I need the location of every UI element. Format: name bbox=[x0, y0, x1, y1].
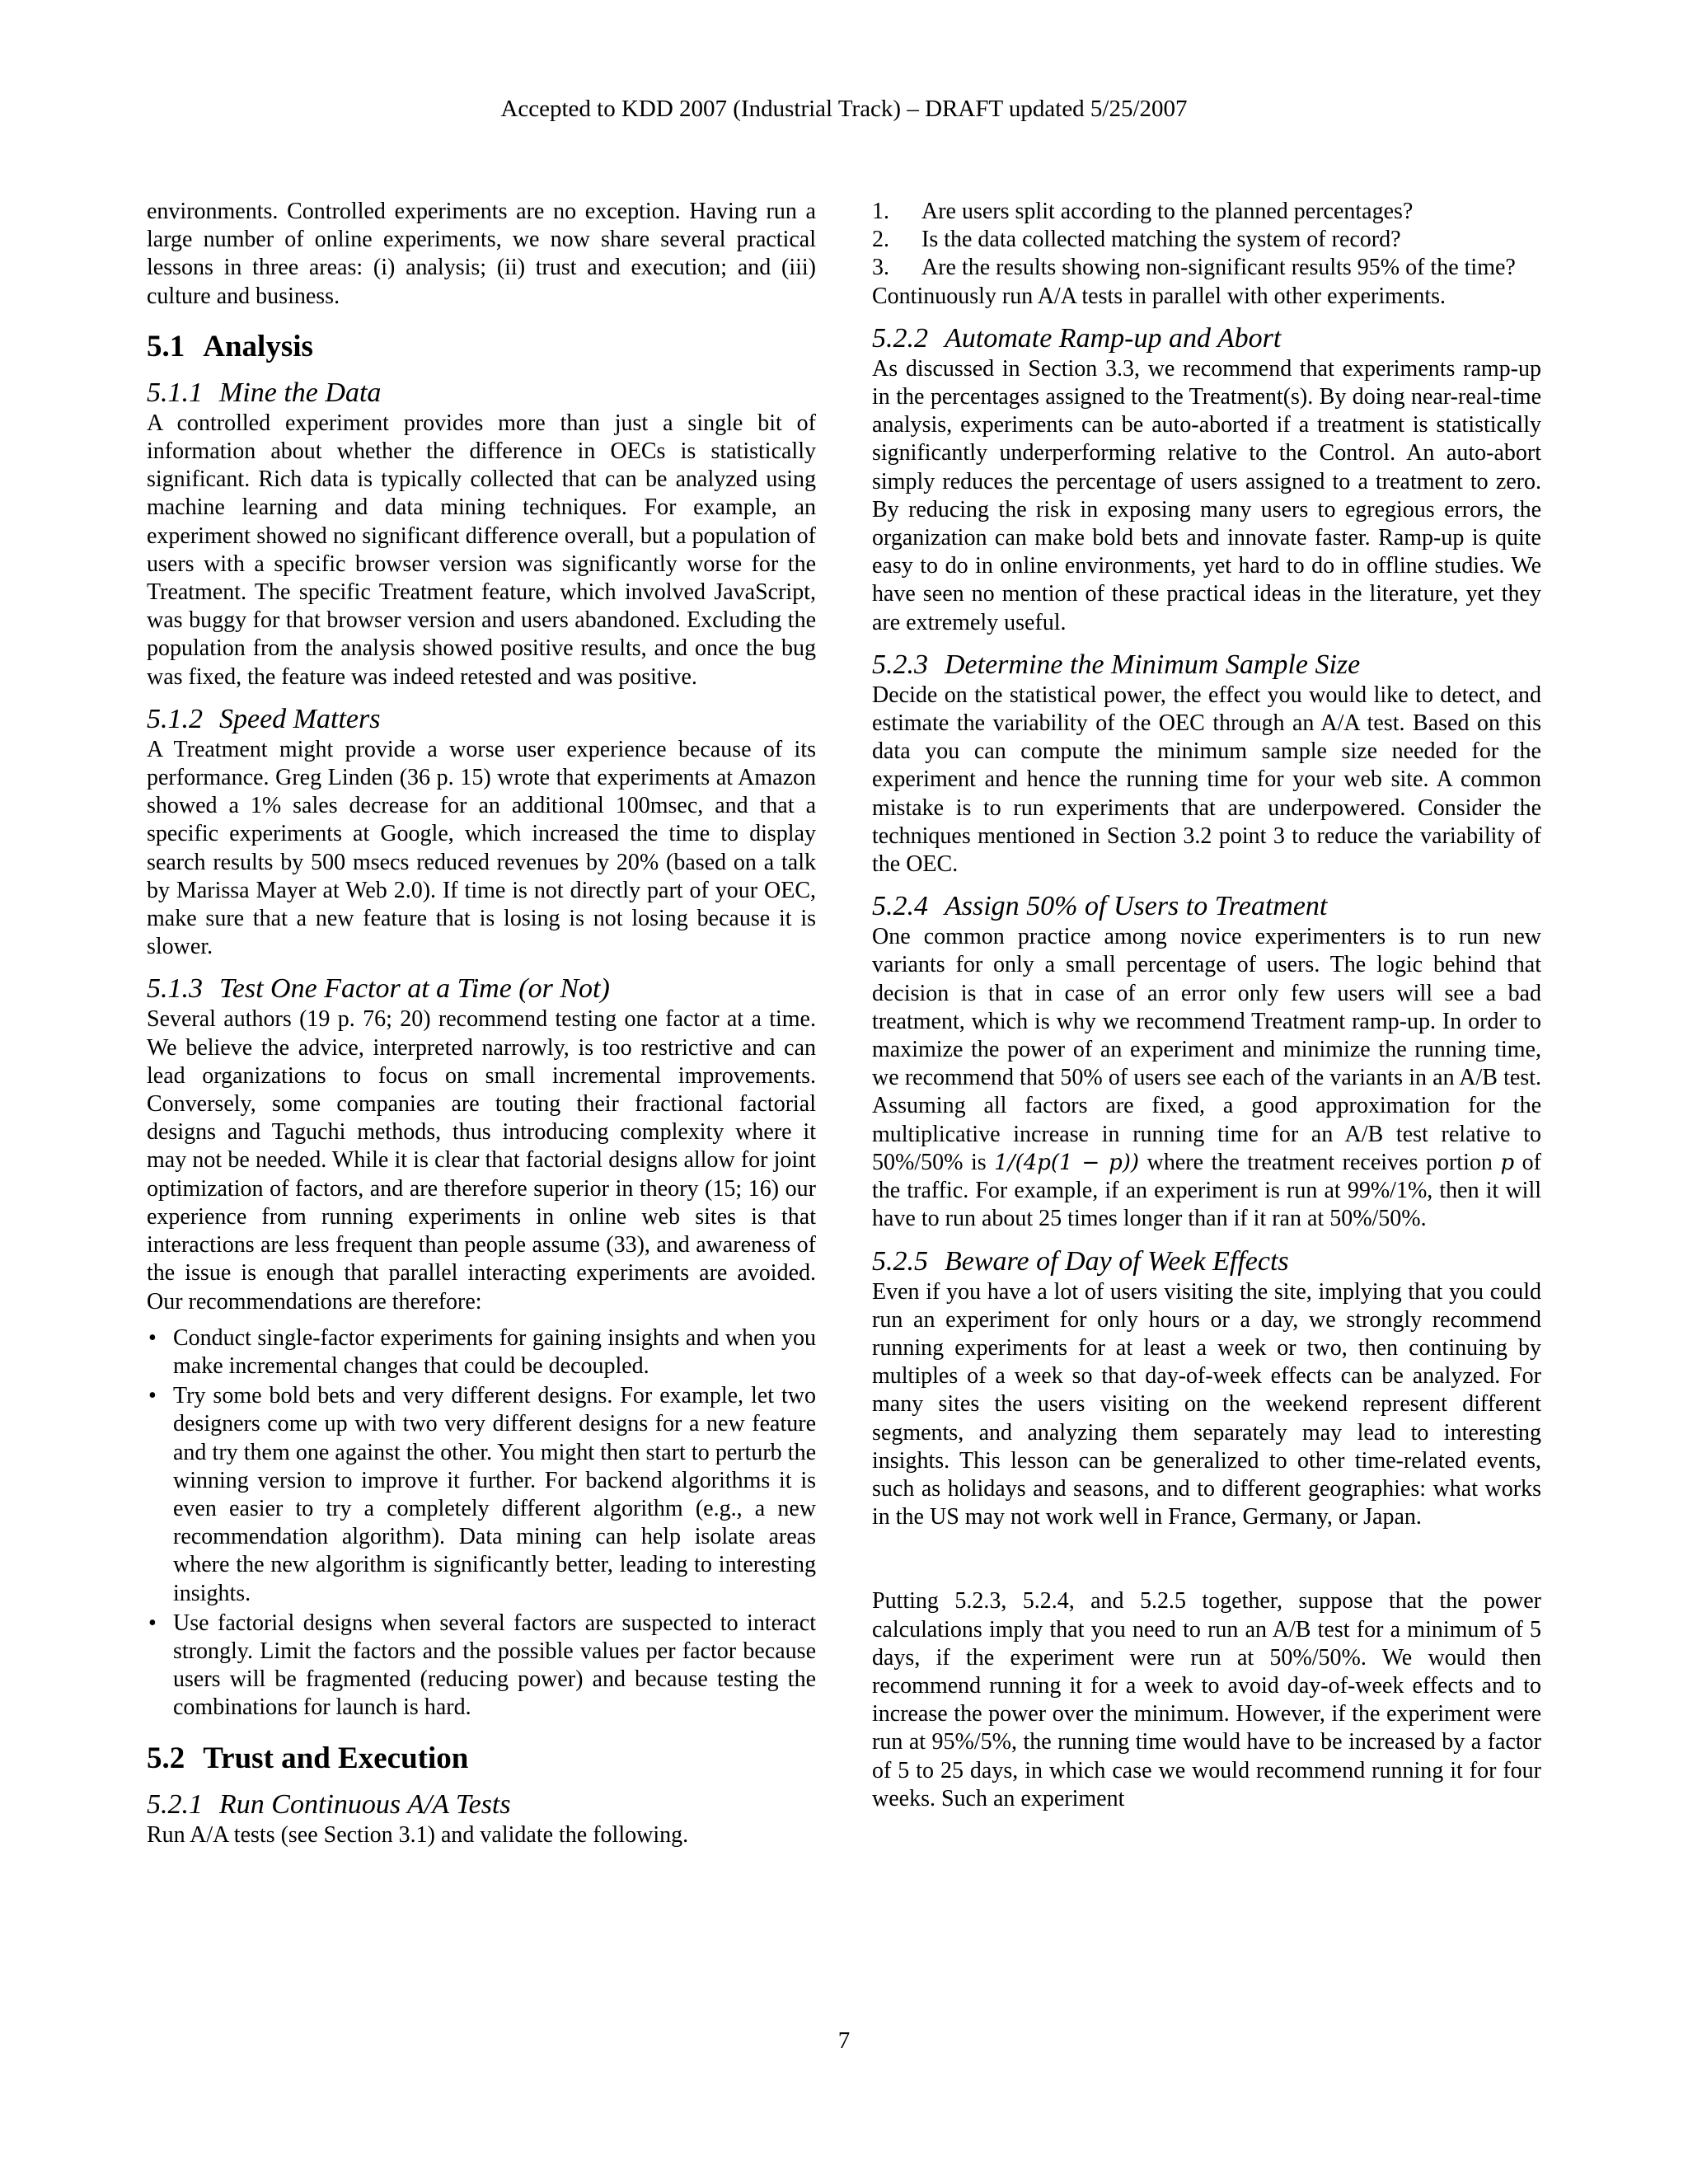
section-title: Beware of Day of Week Effects bbox=[945, 1245, 1289, 1277]
list-item bbox=[872, 198, 1541, 226]
section-number: 5.1.3 bbox=[147, 973, 203, 1005]
section-5-2-3-heading bbox=[872, 649, 1541, 682]
section-title: Speed Matters bbox=[219, 703, 381, 734]
page-number: 7 bbox=[837, 2027, 851, 2054]
section-5-2-5-heading bbox=[872, 1245, 1541, 1278]
section-5-2-heading bbox=[147, 1741, 816, 1777]
section-title: Analysis bbox=[203, 329, 313, 363]
section-5-2-5-body: Even if you have a lot of users visiting the site, implying that you could run an experiment for only hours or a day, we strongly recommend running experiments for at least a week or two, then continuing by multiples of a week so that day-of-week effects can be analyzed. For many sites the users visiting on the weekend represent different segments, and analyzing them separately may lead to interesting insights. This lesson can be generalized to other time-related events, such as holidays and seasons, and to different geographies: what works in the US may not work well in France, Germany, or Japan. bbox=[872, 1278, 1541, 1530]
intro-paragraph: environments. Controlled experiments are no exception. Having run a large number of online experiments, we now share several practical lessons in three areas: (i) analysis; (ii) trust and execution; and (iii) culture and business. bbox=[147, 199, 816, 309]
section-5-1-1-body: A controlled experiment provides more than just a single bit of information about whether the difference in OECs is statistically significant. Rich data is typically collected that can be analyzed using machine learning and data mining techniques. For example, an experiment showed no significant difference overall, but a population of users with a specific browser version was significantly worse for the Treatment. The specific Treatment feature, which involved JavaScript, was buggy for that browser version and users abandoned. Excluding the population from the analysis showed positive results, and once the bug was fixed, the feature was indeed retested and was positive. bbox=[147, 410, 816, 690]
section-title: Test One Factor at a Time (or Not) bbox=[219, 973, 610, 1005]
section-5-1-3-body: Several authors (19 p. 76; 20) recommend testing one factor at a time. We believe the advice, interpreted narrowly, is too restrictive and can lead organizations to focus on small incremental improvements. Conversely, some companies are touting their fractional factorial designs and Taguchi methods, thus introducing complexity where it may not be needed. While it is clear that factorial designs allow for joint optimization of factors, and are therefore superior in theory (15; 16) our experience from running experiments in online web sites is that interactions are less frequent than people assume (33), and awareness of the issue is enough that parallel interacting experiments are avoided. Our recommendations are therefore: bbox=[147, 1006, 816, 1315]
section-number: 5.1.1 bbox=[147, 377, 203, 408]
list-item bbox=[872, 254, 1541, 282]
section-5-2-1-body: Run A/A tests (see Section 3.1) and validate the following. bbox=[147, 1821, 689, 1848]
section-5-2-4-body bbox=[872, 923, 1541, 1233]
body-text: One common practice among novice experimenters is to run new variants for only a small percentage of users. The logic behind that decision is that in case of an error only few users will see a bad treatment, which is why we recommend Treatment ramp-up. In order to maximize the power of an experiment and minimize the running time, we recommend that 50% of users see each of the variants in an A/B test. Assuming all factors are fixed, a good approximation for the multiplicative increase in running time for an A/B test relative to 50%/50% is bbox=[872, 924, 1541, 1175]
body-text: of the traffic. For example, if an experiment is run at 99%/1%, then it will have to run about 25 times longer than if it ran at 50%/50%. bbox=[872, 1149, 1542, 1232]
section-title: Determine the Minimum Sample Size bbox=[945, 649, 1361, 680]
list-text: Is the data collected matching the system of record? bbox=[921, 227, 1401, 253]
section-title: Mine the Data bbox=[219, 377, 382, 408]
section-5-1-3-heading bbox=[147, 972, 816, 1005]
section-number: 5.2.3 bbox=[872, 649, 928, 680]
section-5-1-heading bbox=[147, 329, 816, 365]
right-column bbox=[872, 198, 1541, 1813]
section-5-2-2-body: As discussed in Section 3.3, we recommend that experiments ramp-up in the percentages assigned to the Treatment(s). By doing near-real-time analysis, experiments can be auto-aborted if a treatment is statistically significantly underperforming relative to the Control. An auto-abort simply reduces the percentage of users assigned to a treatment to zero. By reducing the risk in exposing many users to egregious errors, the organization can make bold bets and innovate faster. Ramp-up is quite easy to do in online environments, yet hard to do in offline studies. We have seen no mention of these practical ideas in the literature, yet they are extremely useful. bbox=[872, 355, 1541, 635]
section-number: 5.2.2 bbox=[872, 322, 928, 354]
section-5-2-1-heading bbox=[147, 1788, 816, 1821]
list-item: • Use factorial designs when several factors are suspected to interact strongly. Limit the factors and the possible values per factor because users will be fragmented (reducing power) and because testing the combinations for launch is hard. bbox=[147, 1610, 816, 1722]
section-number: 5.2 bbox=[147, 1741, 185, 1775]
section-title: Automate Ramp-up and Abort bbox=[945, 322, 1282, 354]
left-column bbox=[147, 198, 816, 1849]
list-item: • Conduct single-factor experiments for gaining insights and when you make incremental changes that could be decoupled. bbox=[147, 1324, 816, 1380]
body-text: where the treatment receives portion bbox=[1139, 1149, 1501, 1175]
section-number: 5.2.5 bbox=[872, 1245, 928, 1277]
section-number: 5.2.1 bbox=[147, 1788, 203, 1820]
list-number: 3. bbox=[872, 255, 889, 281]
list-number: 2. bbox=[872, 227, 889, 253]
section-5-2-2-heading bbox=[872, 322, 1541, 355]
list-text: Are the results showing non-significant results 95% of the time? bbox=[921, 255, 1516, 281]
section-number: 5.1 bbox=[147, 329, 185, 363]
list-item bbox=[872, 226, 1541, 254]
section-number: 5.1.2 bbox=[147, 703, 203, 734]
validation-list bbox=[872, 198, 1541, 283]
putting-together-paragraph: Putting 5.2.3, 5.2.4, and 5.2.5 together, suppose that the power calculations imply that you need to run an A/B test for a minimum of 5 days, if the experiment were run at 50%/50%. We would then recommend running it for a week to avoid day-of-week effects and to increase the power over the minimum. However, if the experiment were run at 95%/5%, the running time would have to be increased by a factor of 5 to 25 days, in which case we would recommend running it for four weeks. Such an experiment bbox=[872, 1588, 1541, 1811]
running-time-formula: 1/(4p(1 − p)) bbox=[994, 1150, 1140, 1175]
section-5-1-2-body: A Treatment might provide a worse user experience because of its performance. Greg Linden (36 p. 15) wrote that experiments at Amazon showed a 1% sales decrease for an additional 100msec, and that a specific experiments at Google, which increased the time to display search results by 500 msecs reduced revenues by 20% (based on a talk by Marissa Mayer at Web 2.0). If time is not directly part of your OEC, make sure that a new feature that is losing is not losing because it is slower. bbox=[147, 736, 816, 960]
section-5-1-1-heading bbox=[147, 377, 816, 410]
section-5-1-2-heading bbox=[147, 703, 816, 736]
section-title: Trust and Execution bbox=[203, 1741, 469, 1775]
running-head: Accepted to KDD 2007 (Industrial Track) – DRAFT updated 5/25/2007 bbox=[500, 96, 1188, 122]
aa-tests-note: Continuously run A/A tests in parallel with other experiments. bbox=[872, 283, 1447, 309]
section-number: 5.2.4 bbox=[872, 891, 928, 922]
list-text: Are users split according to the planned percentages? bbox=[921, 199, 1414, 224]
variable-p: p bbox=[1500, 1150, 1515, 1175]
recommendations-list bbox=[147, 1324, 816, 1722]
list-number: 1. bbox=[872, 199, 889, 224]
section-5-2-4-heading bbox=[872, 890, 1541, 923]
section-title: Run Continuous A/A Tests bbox=[219, 1788, 511, 1820]
section-title: Assign 50% of Users to Treatment bbox=[945, 891, 1328, 922]
section-5-2-3-body: Decide on the statistical power, the effect you would like to detect, and estimate the variability of the OEC through an A/A test. Based on this data you can compute the minimum sample size needed for the experiment and hence the running time for your web site. A common mistake is to run experiments that are underpowered. Consider the techniques mentioned in Section 3.2 point 3 to reduce the variability of the OEC. bbox=[872, 682, 1541, 878]
list-item: • Try some bold bets and very different designs. For example, let two designers come up with two very different designs for a new feature and try them one against the other. You might then start to perturb the winning version to improve it further. For backend algorithms it is even easier to try a completely different algorithm (e.g., a new recommendation algorithm). Data mining can help isolate areas where the new algorithm is significantly better, leading to interesting insights. bbox=[147, 1382, 816, 1608]
